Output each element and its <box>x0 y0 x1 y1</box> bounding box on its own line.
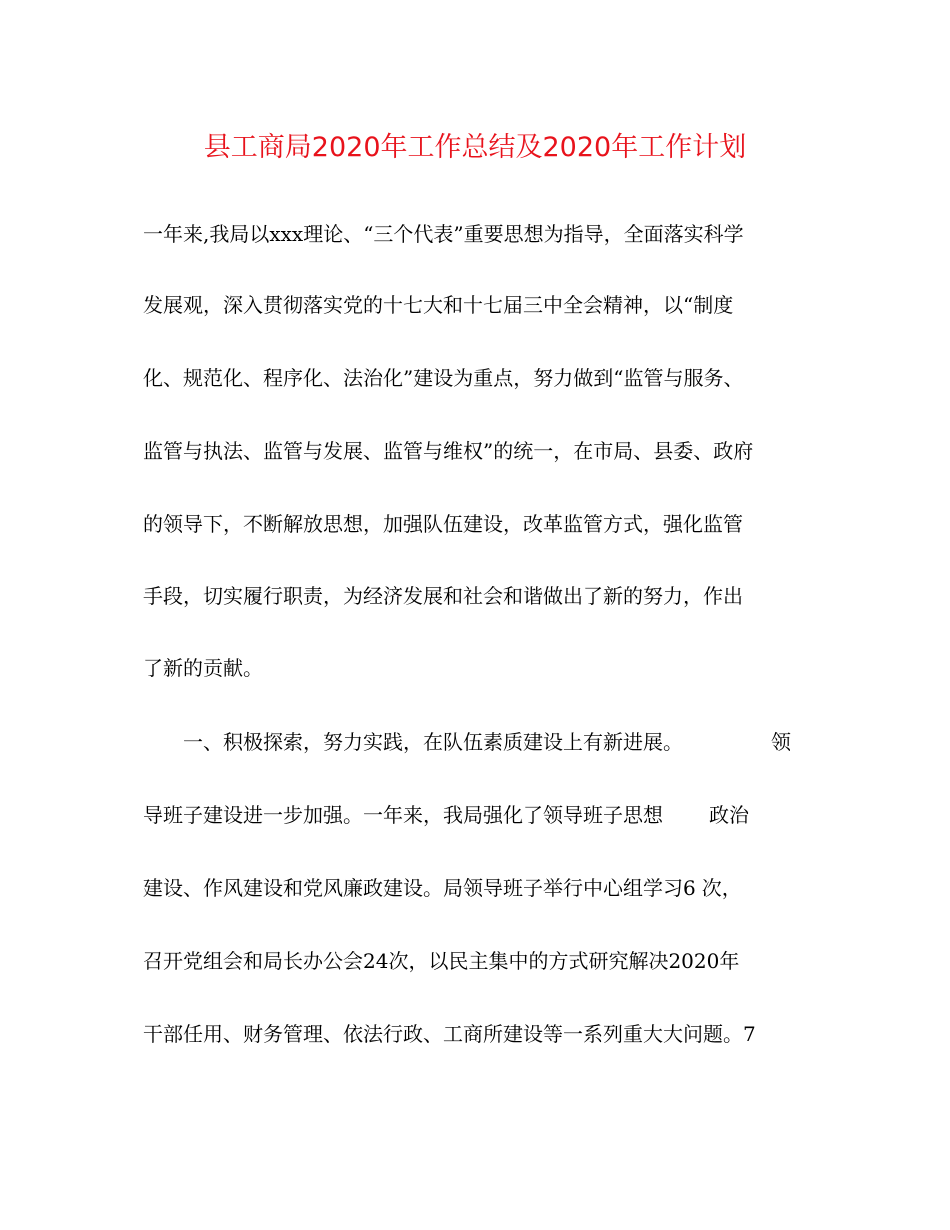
line-segment: 导班子建设进一步加强。一年来，我局强化了领导班子思想 <box>143 803 663 827</box>
line-segment: 建设、作风建设和党风廉政建设。局领导班子举行中心组学习6 <box>143 876 696 900</box>
paragraph-line: 召开党组会和局长办公会24次，以民主集中的方式研究解决2020年 <box>143 949 740 973</box>
paragraph-line: 手段，切实履行职责，为经济发展和社会和谐做出了新的努力，作出 <box>143 584 743 608</box>
paragraph-line: 一年来,我局以xxx理论、“三个代表”重要思想为指导，全面落实科学 <box>143 222 744 246</box>
line-segment: 次， <box>701 876 742 900</box>
document-title: 县工商局2020年工作总结及2020年工作计划 <box>203 132 747 163</box>
paragraph-line: 监管与执法、监管与发展、监管与维权”的统一，在市局、县委、政府 <box>143 439 754 463</box>
paragraph-line: 发展观，深入贯彻落实党的十七大和十七届三中全会精神，以“制度 <box>143 293 734 317</box>
section-heading: 一、积极探索，努力实践，在队伍素质建设上有新进展。 <box>183 730 683 754</box>
section-heading-tail: 领 <box>771 730 791 754</box>
paragraph-line: 的领导下，不断解放思想，加强队伍建设，改革监管方式，强化监管 <box>143 512 743 536</box>
paragraph-line: 化、规范化、程序化、法治化”建设为重点，努力做到“监管与服务、 <box>143 366 744 390</box>
paragraph-line <box>143 799 803 831</box>
paragraph-line <box>143 872 803 904</box>
paragraph-line: 了新的贡献。 <box>143 656 263 680</box>
paragraph-line: 干部任用、财务管理、依法行政、工商所建设等一系列重大大问题。7 <box>143 1022 756 1046</box>
section-heading-line <box>143 726 843 758</box>
line-segment: 政治 <box>709 803 749 827</box>
